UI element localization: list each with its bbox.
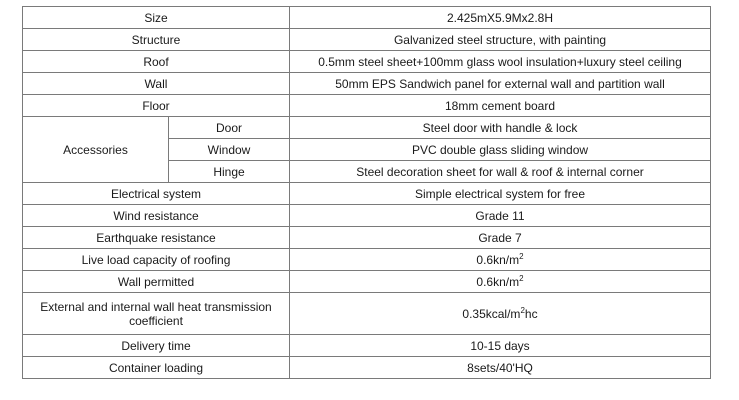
table-row <box>23 271 711 293</box>
live-load-value-text: 0.6kn/m <box>476 252 520 267</box>
table-row <box>23 29 711 51</box>
table-row <box>23 117 711 139</box>
row-label-wall-permitted: Wall permitted <box>23 271 290 293</box>
table-row <box>23 95 711 117</box>
table-row <box>23 205 711 227</box>
row-value-wall-permitted <box>290 271 711 293</box>
row-label-wind: Wind resistance <box>23 205 290 227</box>
row-label-delivery: Delivery time <box>23 335 290 357</box>
heat-value-post: hc <box>524 306 538 321</box>
table-row <box>23 335 711 357</box>
row-label-accessories: Accessories <box>23 117 169 183</box>
row-label-wall: Wall <box>23 73 290 95</box>
row-value-delivery: 10-15 days <box>290 335 711 357</box>
table-row <box>23 293 711 335</box>
row-value-roof: 0.5mm steel sheet+100mm glass wool insulation+luxury steel ceiling <box>290 51 711 73</box>
row-value-wind: Grade 11 <box>290 205 711 227</box>
row-label-floor: Floor <box>23 95 290 117</box>
table-row <box>23 357 711 379</box>
row-value-live-load <box>290 249 711 271</box>
wall-permitted-value-text: 0.6kn/m <box>476 274 520 289</box>
sub-label-door: Door <box>169 117 290 139</box>
row-value-earthquake: Grade 7 <box>290 227 711 249</box>
table-row <box>23 51 711 73</box>
row-value-structure: Galvanized steel structure, with painting <box>290 29 711 51</box>
table-row <box>23 73 711 95</box>
table-row <box>23 227 711 249</box>
table-row <box>23 249 711 271</box>
row-value-electrical: Simple electrical system for free <box>290 183 711 205</box>
row-value-container: 8sets/40'HQ <box>290 357 711 379</box>
live-load-superscript: 2 <box>519 251 524 261</box>
row-value-window: PVC double glass sliding window <box>290 139 711 161</box>
sub-label-window: Window <box>169 139 290 161</box>
row-label-container: Container loading <box>23 357 290 379</box>
row-label-roof: Roof <box>23 51 290 73</box>
row-label-heat-transmission: External and internal wall heat transmission coefficient <box>23 293 290 335</box>
table-row <box>23 183 711 205</box>
specification-table <box>22 6 711 379</box>
row-label-live-load: Live load capacity of roofing <box>23 249 290 271</box>
row-label-electrical: Electrical system <box>23 183 290 205</box>
row-value-heat-transmission <box>290 293 711 335</box>
table-row <box>23 7 711 29</box>
row-value-size: 2.425mX5.9Mx2.8H <box>290 7 711 29</box>
row-value-wall: 50mm EPS Sandwich panel for external wall and partition wall <box>290 73 711 95</box>
heat-value-pre: 0.35kcal/m <box>462 306 521 321</box>
row-value-hinge: Steel decoration sheet for wall & roof & internal corner <box>290 161 711 183</box>
row-value-floor: 18mm cement board <box>290 95 711 117</box>
row-value-door: Steel door with handle & lock <box>290 117 711 139</box>
wall-permitted-superscript: 2 <box>519 273 524 283</box>
row-label-size: Size <box>23 7 290 29</box>
heat-superscript: 2 <box>520 305 525 315</box>
sub-label-hinge: Hinge <box>169 161 290 183</box>
row-label-earthquake: Earthquake resistance <box>23 227 290 249</box>
row-label-structure: Structure <box>23 29 290 51</box>
